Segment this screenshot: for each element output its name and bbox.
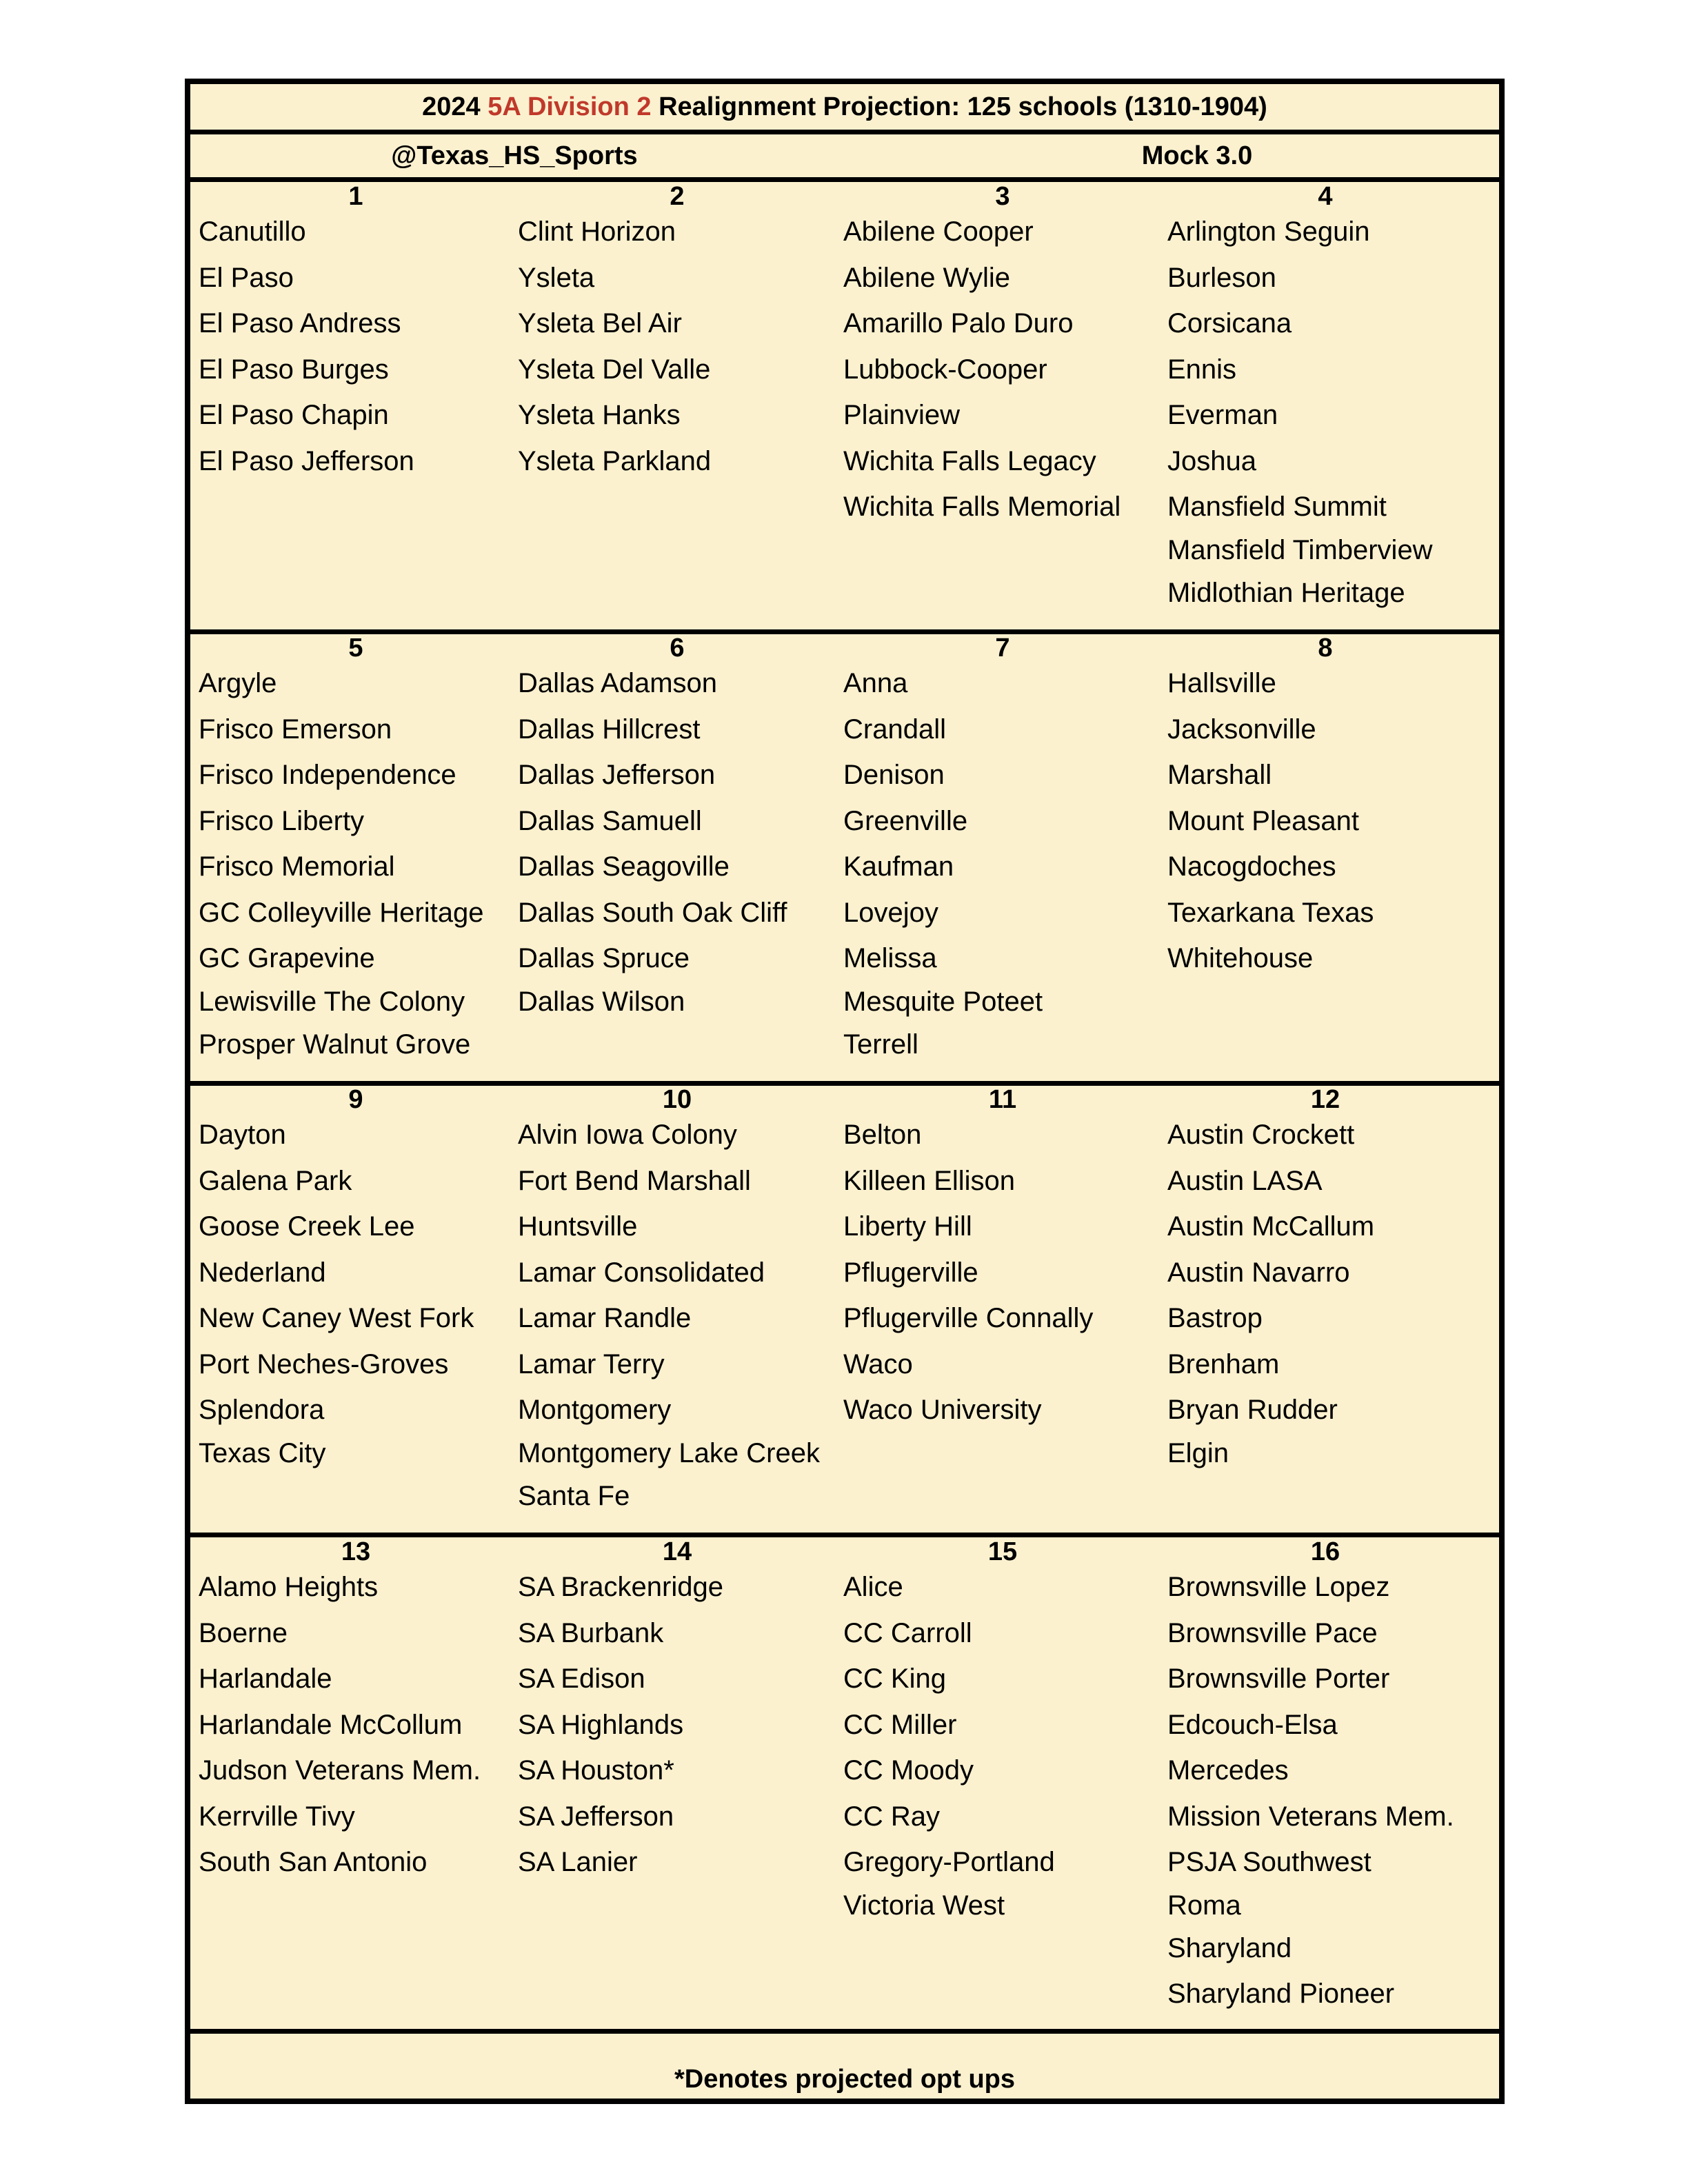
school-name: Midlothian Heritage xyxy=(1167,577,1405,608)
school-name: Frisco Memorial xyxy=(199,851,395,882)
school-name: Mansfield Timberview xyxy=(1167,534,1433,565)
mock-version: Mock 3.0 xyxy=(1141,141,1253,170)
school-name: Pflugerville Connally xyxy=(843,1303,1094,1333)
district-school-list xyxy=(1167,1564,1454,2017)
district-number: 13 xyxy=(341,1537,371,1566)
school-name: Nederland xyxy=(199,1257,326,1288)
school-name: Waco xyxy=(843,1348,913,1379)
district-number: 11 xyxy=(988,1085,1017,1114)
school-name: Dallas Seagoville xyxy=(518,851,730,882)
school-name: Montgomery Lake Creek xyxy=(518,1437,820,1468)
school-name: Brownsville Pace xyxy=(1167,1617,1378,1648)
school-name: Lamar Randle xyxy=(518,1303,692,1333)
school-name: Dallas Jefferson xyxy=(518,760,716,790)
school-name: Liberty Hill xyxy=(843,1211,972,1242)
district-number: 8 xyxy=(1318,634,1333,663)
district-school-list xyxy=(199,1564,481,1885)
school-name: El Paso Chapin xyxy=(199,400,389,430)
school-name: GC Grapevine xyxy=(199,943,375,973)
district-school-list xyxy=(518,660,787,1022)
school-name: Everman xyxy=(1167,400,1278,430)
district-school-list xyxy=(1167,1112,1374,1473)
school-name: Jacksonville xyxy=(1167,714,1316,745)
school-name: Pflugerville xyxy=(843,1257,978,1288)
school-name: Mission Veterans Mem. xyxy=(1167,1801,1454,1832)
school-name: Argyle xyxy=(199,668,277,698)
school-name: Amarillo Palo Duro xyxy=(843,308,1074,338)
school-name: El Paso Andress xyxy=(199,308,401,338)
school-name: Ysleta xyxy=(518,262,595,293)
school-name: Marshall xyxy=(1167,760,1272,790)
school-name: Elgin xyxy=(1167,1437,1229,1468)
district-school-list xyxy=(199,1112,474,1473)
school-name: Crandall xyxy=(843,714,946,745)
district-school-list xyxy=(518,1564,723,1885)
school-name: Brenham xyxy=(1167,1348,1280,1379)
district-school-list xyxy=(199,209,414,484)
district-number: 6 xyxy=(670,634,685,663)
school-name: SA Brackenridge xyxy=(518,1572,723,1602)
school-name: Brownsville Lopez xyxy=(1167,1572,1390,1602)
school-name: Victoria West xyxy=(843,1890,1005,1921)
school-name: Dallas Adamson xyxy=(518,668,718,698)
school-name: Mercedes xyxy=(1167,1755,1289,1786)
school-name: Harlandale McCollum xyxy=(199,1709,463,1740)
school-name: Ysleta Del Valle xyxy=(518,354,711,385)
school-name: Belton xyxy=(843,1120,922,1150)
school-name: Dallas Samuell xyxy=(518,805,702,836)
school-name: Alvin Iowa Colony xyxy=(518,1120,737,1150)
divider xyxy=(190,177,1499,182)
district-number: 15 xyxy=(987,1537,1018,1566)
school-name: Harlandale xyxy=(199,1664,332,1694)
school-name: Bastrop xyxy=(1167,1303,1263,1333)
district-school-list xyxy=(843,1112,1093,1433)
school-name: PSJA Southwest xyxy=(1167,1847,1372,1877)
school-name: Lamar Consolidated xyxy=(518,1257,765,1288)
school-name: Huntsville xyxy=(518,1211,638,1242)
school-name: Frisco Liberty xyxy=(199,805,365,836)
district-number: 4 xyxy=(1318,182,1333,211)
school-name: Sharyland Pioneer xyxy=(1167,1979,1395,2009)
school-name: Corsicana xyxy=(1167,308,1292,338)
school-name: Nacogdoches xyxy=(1167,851,1336,882)
district-school-list xyxy=(843,660,1043,1067)
school-name: Ennis xyxy=(1167,354,1237,385)
school-name: Frisco Emerson xyxy=(199,714,392,745)
school-name: Joshua xyxy=(1167,445,1256,476)
school-name: Plainview xyxy=(843,400,960,430)
school-name: Dallas Hillcrest xyxy=(518,714,701,745)
school-name: Texas City xyxy=(199,1437,326,1468)
school-name: Dayton xyxy=(199,1120,286,1150)
school-name: Bryan Rudder xyxy=(1167,1395,1338,1425)
school-name: SA Burbank xyxy=(518,1617,664,1648)
school-name: Sharyland xyxy=(1167,1932,1292,1963)
school-name: SA Lanier xyxy=(518,1847,638,1877)
school-name: Lubbock-Cooper xyxy=(843,354,1047,385)
district-number: 16 xyxy=(1310,1537,1340,1566)
school-name: Canutillo xyxy=(199,216,306,247)
band-divider xyxy=(190,1533,1499,1537)
school-name: Greenville xyxy=(843,805,968,836)
school-name: Austin Navarro xyxy=(1167,1257,1350,1288)
school-name: Prosper Walnut Grove xyxy=(199,1029,471,1060)
school-name: Clint Horizon xyxy=(518,216,676,247)
school-name: El Paso Burges xyxy=(199,354,389,385)
school-name: CC Ray xyxy=(843,1801,941,1832)
district-school-list xyxy=(518,1112,820,1519)
district-school-list xyxy=(1167,660,1374,982)
district-number: 2 xyxy=(670,182,685,211)
school-name: Denison xyxy=(843,760,945,790)
district-number: 7 xyxy=(995,634,1010,663)
school-name: Texarkana Texas xyxy=(1167,897,1374,928)
table-title xyxy=(190,84,1499,130)
title-division: 5A Division 2 xyxy=(488,92,652,121)
school-name: Ysleta Bel Air xyxy=(518,308,682,338)
school-name: Lewisville The Colony xyxy=(199,986,465,1017)
school-name: Abilene Cooper xyxy=(843,216,1034,247)
school-name: Austin Crockett xyxy=(1167,1120,1355,1150)
school-name: South San Antonio xyxy=(199,1847,428,1877)
band-divider xyxy=(190,2029,1499,2034)
school-name: Abilene Wylie xyxy=(843,262,1010,293)
school-name: Dallas Spruce xyxy=(518,943,690,973)
school-name: CC Carroll xyxy=(843,1617,972,1648)
school-name: Hallsville xyxy=(1167,668,1276,698)
school-name: Splendora xyxy=(199,1395,325,1425)
school-name: Killeen Ellison xyxy=(843,1165,1016,1196)
school-name: Goose Creek Lee xyxy=(199,1211,415,1242)
school-name: Alamo Heights xyxy=(199,1572,379,1602)
school-name: CC Moody xyxy=(843,1755,974,1786)
school-name: Ysleta Parkland xyxy=(518,445,712,476)
school-name: Austin McCallum xyxy=(1167,1211,1375,1242)
school-name: Dallas Wilson xyxy=(518,986,685,1017)
school-name: Mansfield Summit xyxy=(1167,492,1387,522)
school-name: Dallas South Oak Cliff xyxy=(518,897,787,928)
school-name: Austin LASA xyxy=(1167,1165,1323,1196)
school-name: Melissa xyxy=(843,943,937,973)
school-name: Arlington Seguin xyxy=(1167,216,1370,247)
school-name: New Caney West Fork xyxy=(199,1303,474,1333)
school-name: Gregory-Portland xyxy=(843,1847,1055,1877)
school-name: Mount Pleasant xyxy=(1167,805,1359,836)
school-name: SA Houston* xyxy=(518,1755,674,1786)
school-name: Whitehouse xyxy=(1167,943,1314,973)
school-name: SA Highlands xyxy=(518,1709,684,1740)
school-name: Lamar Terry xyxy=(518,1348,665,1379)
school-name: Roma xyxy=(1167,1890,1241,1921)
school-name: Ysleta Hanks xyxy=(518,400,681,430)
district-number: 10 xyxy=(662,1085,692,1114)
school-name: Santa Fe xyxy=(518,1480,630,1511)
school-name: Fort Bend Marshall xyxy=(518,1165,751,1196)
school-name: CC Miller xyxy=(843,1709,957,1740)
school-name: Kaufman xyxy=(843,851,954,882)
school-name: Lovejoy xyxy=(843,897,938,928)
school-name: Mesquite Poteet xyxy=(843,986,1043,1017)
divider xyxy=(190,130,1499,134)
school-name: El Paso xyxy=(199,262,294,293)
school-name: SA Edison xyxy=(518,1664,645,1694)
title-year: 2024 xyxy=(422,92,481,121)
district-number: 1 xyxy=(348,182,363,211)
school-name: El Paso Jefferson xyxy=(199,445,414,476)
school-name: Galena Park xyxy=(199,1165,352,1196)
school-name: Alice xyxy=(843,1572,903,1602)
school-name: Edcouch-Elsa xyxy=(1167,1709,1338,1740)
school-name: Port Neches-Groves xyxy=(199,1348,449,1379)
district-number: 12 xyxy=(1310,1085,1340,1114)
school-name: Boerne xyxy=(199,1617,288,1648)
school-name: Montgomery xyxy=(518,1395,672,1425)
school-name: Wichita Falls Memorial xyxy=(843,492,1121,522)
district-school-list xyxy=(1167,209,1433,616)
author-handle: @Texas_HS_Sports xyxy=(391,141,638,170)
school-name: Terrell xyxy=(843,1029,918,1060)
school-name: Wichita Falls Legacy xyxy=(843,445,1096,476)
realignment-table xyxy=(185,79,1505,2104)
school-name: Kerrville Tivy xyxy=(199,1801,355,1832)
school-name: Burleson xyxy=(1167,262,1276,293)
district-number: 14 xyxy=(662,1537,692,1566)
school-name: GC Colleyville Heritage xyxy=(199,897,484,928)
district-number: 5 xyxy=(348,634,363,663)
district-number: 3 xyxy=(995,182,1010,211)
footnote: *Denotes projected opt ups xyxy=(674,2065,1016,2094)
district-school-list xyxy=(199,660,483,1067)
school-name: SA Jefferson xyxy=(518,1801,674,1832)
school-name: Anna xyxy=(843,668,908,698)
district-number: 9 xyxy=(348,1085,363,1114)
district-school-list xyxy=(843,209,1121,530)
school-name: Brownsville Porter xyxy=(1167,1664,1390,1694)
school-name: Waco University xyxy=(843,1395,1042,1425)
school-name: Frisco Independence xyxy=(199,760,456,790)
district-school-list xyxy=(518,209,711,484)
district-school-list xyxy=(843,1564,1055,1925)
title-rest: Realignment Projection: 125 schools (1310-1904) xyxy=(659,92,1267,121)
school-name: CC King xyxy=(843,1664,946,1694)
school-name: Judson Veterans Mem. xyxy=(199,1755,481,1786)
